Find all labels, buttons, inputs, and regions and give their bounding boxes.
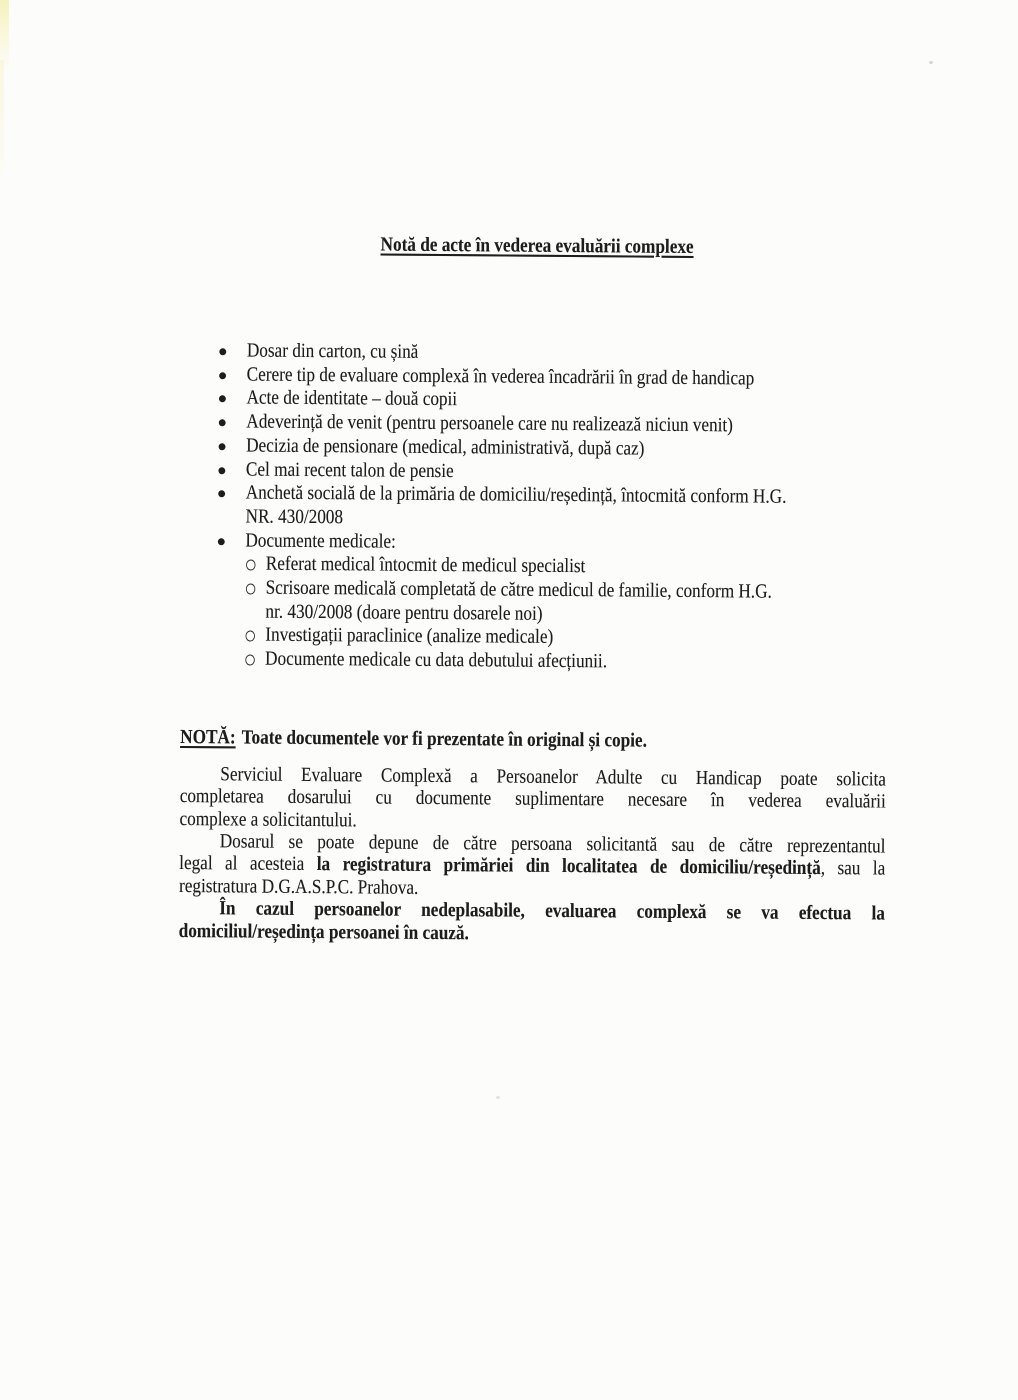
scan-speck (496, 1096, 500, 1099)
bullet-icon (218, 467, 225, 474)
scan-edge-tint-fade (0, 60, 4, 190)
list-item-text: Scrisoare medicală completată de către medicul de familie, conform H.G. (265, 576, 772, 603)
list-item (181, 647, 887, 676)
list-item (182, 481, 888, 534)
body-text: completarea dosarului cu documente suplimentare necesare în vederea evaluării (179, 785, 886, 813)
circle-bullet-icon (245, 631, 255, 642)
list-item (181, 576, 887, 629)
bold-text: În cazul persoanelor nedeplasabile, evaluarea complexă se va efectua la (219, 897, 885, 925)
circle-bullet-icon (245, 655, 255, 666)
note-heading (180, 725, 886, 755)
list-item-text: NR. 430/2008 (245, 505, 344, 529)
bullet-icon (218, 490, 225, 497)
body-text: complexe a solicitantului. (179, 807, 357, 832)
list-item-text: Adeverință de venit (pentru persoanele care nu realizează niciun venit) (246, 410, 734, 437)
list-item-text: Documente medicale: (245, 529, 396, 553)
body-text: legal al acesteia (179, 852, 317, 876)
paragraphs (179, 763, 886, 948)
body-text: Serviciul Evaluare Complexă a Persoanelor Adulte cu Handicap poate solicita (220, 763, 887, 791)
body-text: registratura D.G.A.S.P.C. Prahova. (178, 874, 419, 899)
scan-speck (929, 61, 933, 64)
bullet-list (181, 339, 890, 676)
list-item-text: Decizia de pensionare (medical, administrativă, după caz) (246, 434, 645, 460)
document-content (179, 0, 892, 948)
note-text: Toate documentele vor fi prezentate în original și copie. (241, 726, 648, 752)
bullet-icon (218, 538, 225, 545)
bold-text: domiciliul/reședința persoanei în cauză. (178, 919, 469, 944)
list-item-text: Cel mai recent talon de pensie (245, 458, 454, 482)
bullet-icon (219, 396, 226, 403)
body-text: , sau la (820, 857, 886, 880)
bullet-icon (219, 372, 226, 379)
note-label: NOTĂ: (180, 725, 236, 749)
list-item-text: Investigații paraclinice (analize medicale) (265, 624, 554, 649)
bold-text: la registratura primăriei din localitatea de domiciliu/reședință (316, 853, 821, 880)
circle-bullet-icon (246, 584, 256, 595)
bullet-icon (219, 348, 226, 355)
document-title (184, 0, 892, 261)
list-item-text: Cerere tip de evaluare complexă în vederea încadrării în grad de handicap (246, 363, 755, 390)
bullet-icon (219, 419, 226, 426)
list-item-text: Acte de identitate – două copii (246, 386, 458, 411)
document-title-text: Notă de acte în vederea evaluării complexe (380, 233, 694, 258)
list-item-text: Documente medicale cu data debutului afecțiunii. (265, 647, 608, 673)
list-item-text: Referat medical întocmit de medicul specialist (265, 552, 586, 578)
list-item-text: Anchetă socială de la primăria de domiciliu/reședință, întocmită conform H.G. (245, 481, 787, 508)
circle-bullet-icon (246, 560, 256, 571)
list-item-text: nr. 430/2008 (doare pentru dosarele noi) (265, 600, 543, 625)
bullet-icon (219, 443, 226, 450)
body-text: Dosarul se poate depune de către persoana solicitantă sau de către reprezentantul (219, 830, 886, 858)
list-item-text: Dosar din carton, cu șină (246, 339, 419, 363)
